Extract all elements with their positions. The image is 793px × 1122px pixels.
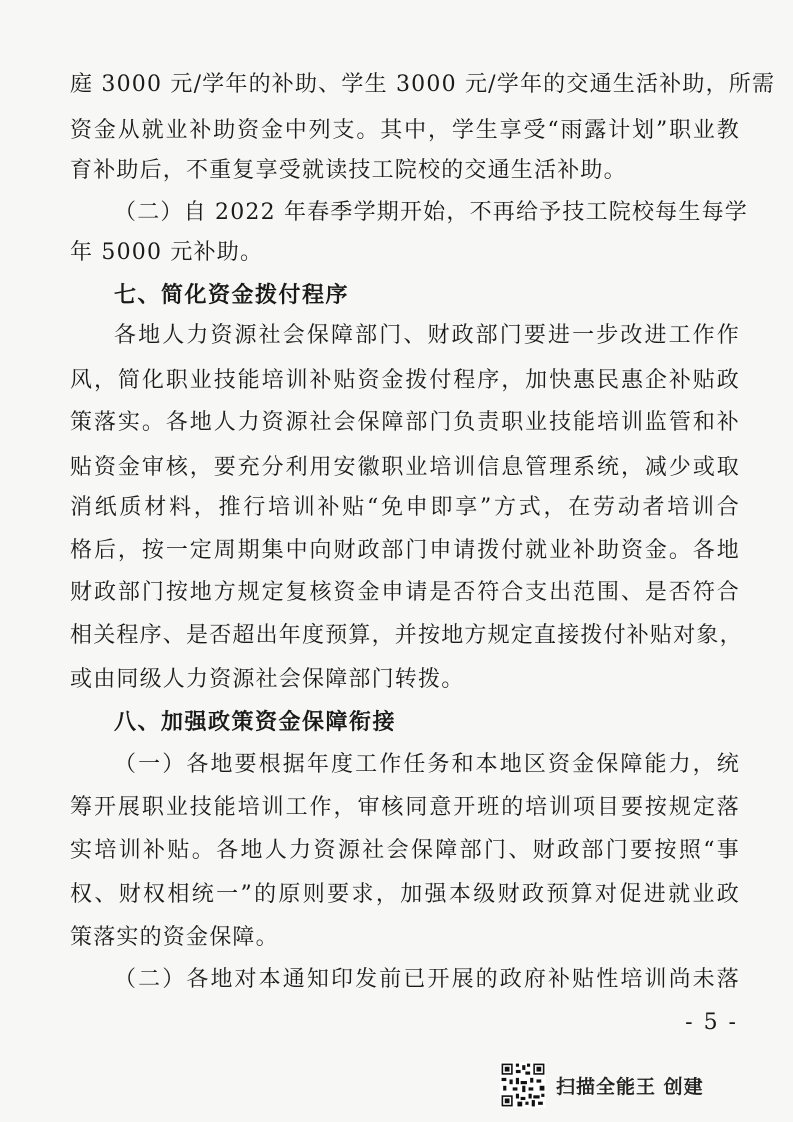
text-line: 或由同级人力资源社会保障部门转拨。 bbox=[70, 667, 465, 692]
text-line: 策落实。各地人力资源社会保障部门负责职业技能培训监管和补 bbox=[70, 410, 740, 435]
page-number: - 5 - bbox=[685, 1010, 738, 1035]
text-line: 实培训补贴。各地人力资源社会保障部门、财政部门要按照“事 bbox=[70, 838, 740, 863]
text-line: 年 5000 元补助。 bbox=[70, 240, 264, 265]
scanner-watermark bbox=[500, 1062, 704, 1108]
scanner-label: 扫描全能王 创建 bbox=[556, 1075, 704, 1098]
text-line: 策落实的资金保障。 bbox=[70, 925, 279, 950]
section-heading-7: 七、简化资金拨付程序 bbox=[114, 283, 350, 308]
text-line: 权、财权相统一”的原则要求，加强本级财政预算对促进就业政 bbox=[70, 882, 740, 907]
text-line: 相关程序、是否超出年度预算，并按地方规定直接拨付补贴对象， bbox=[70, 623, 743, 648]
text-line: （一）各地要根据年度工作任务和本地区资金保障能力，统 bbox=[114, 752, 740, 777]
text-line: 庭 3000 元/学年的补助、学生 3000 元/学年的交通生活补助，所需 bbox=[70, 72, 776, 97]
text-line: 财政部门按地方规定复核资金申请是否符合支出范围、是否符合 bbox=[70, 580, 740, 605]
text-line: 格后，按一定周期集中向财政部门申请拨付就业补助资金。各地 bbox=[70, 538, 740, 563]
text-line: 资金从就业补助资金中列支。其中，学生享受“雨露计划”职业教 bbox=[70, 118, 740, 143]
qr-code-icon bbox=[500, 1062, 546, 1108]
text-line: 育补助后，不重复享受就读技工院校的交通生活补助。 bbox=[70, 158, 627, 183]
text-line: （二）各地对本通知印发前已开展的政府补贴性培训尚未落 bbox=[114, 967, 740, 992]
text-line: 风，简化职业技能培训补贴资金拨付程序，加快惠民惠企补贴政 bbox=[70, 368, 740, 393]
text-line: 消纸质材料，推行培训补贴“免申即享”方式，在劳动者培训合 bbox=[70, 495, 740, 520]
section-heading-8: 八、加强政策资金保障衔接 bbox=[114, 710, 397, 735]
text-line: （二）自 2022 年春季学期开始，不再给予技工院校每生每学 bbox=[114, 200, 748, 225]
text-line: 贴资金审核，要充分利用安徽职业培训信息管理系统，减少或取 bbox=[70, 455, 740, 480]
text-line: 筹开展职业技能培训工作，审核同意开班的培训项目要按规定落 bbox=[70, 795, 740, 820]
text-line: 各地人力资源社会保障部门、财政部门要进一步改进工作作 bbox=[114, 323, 740, 348]
